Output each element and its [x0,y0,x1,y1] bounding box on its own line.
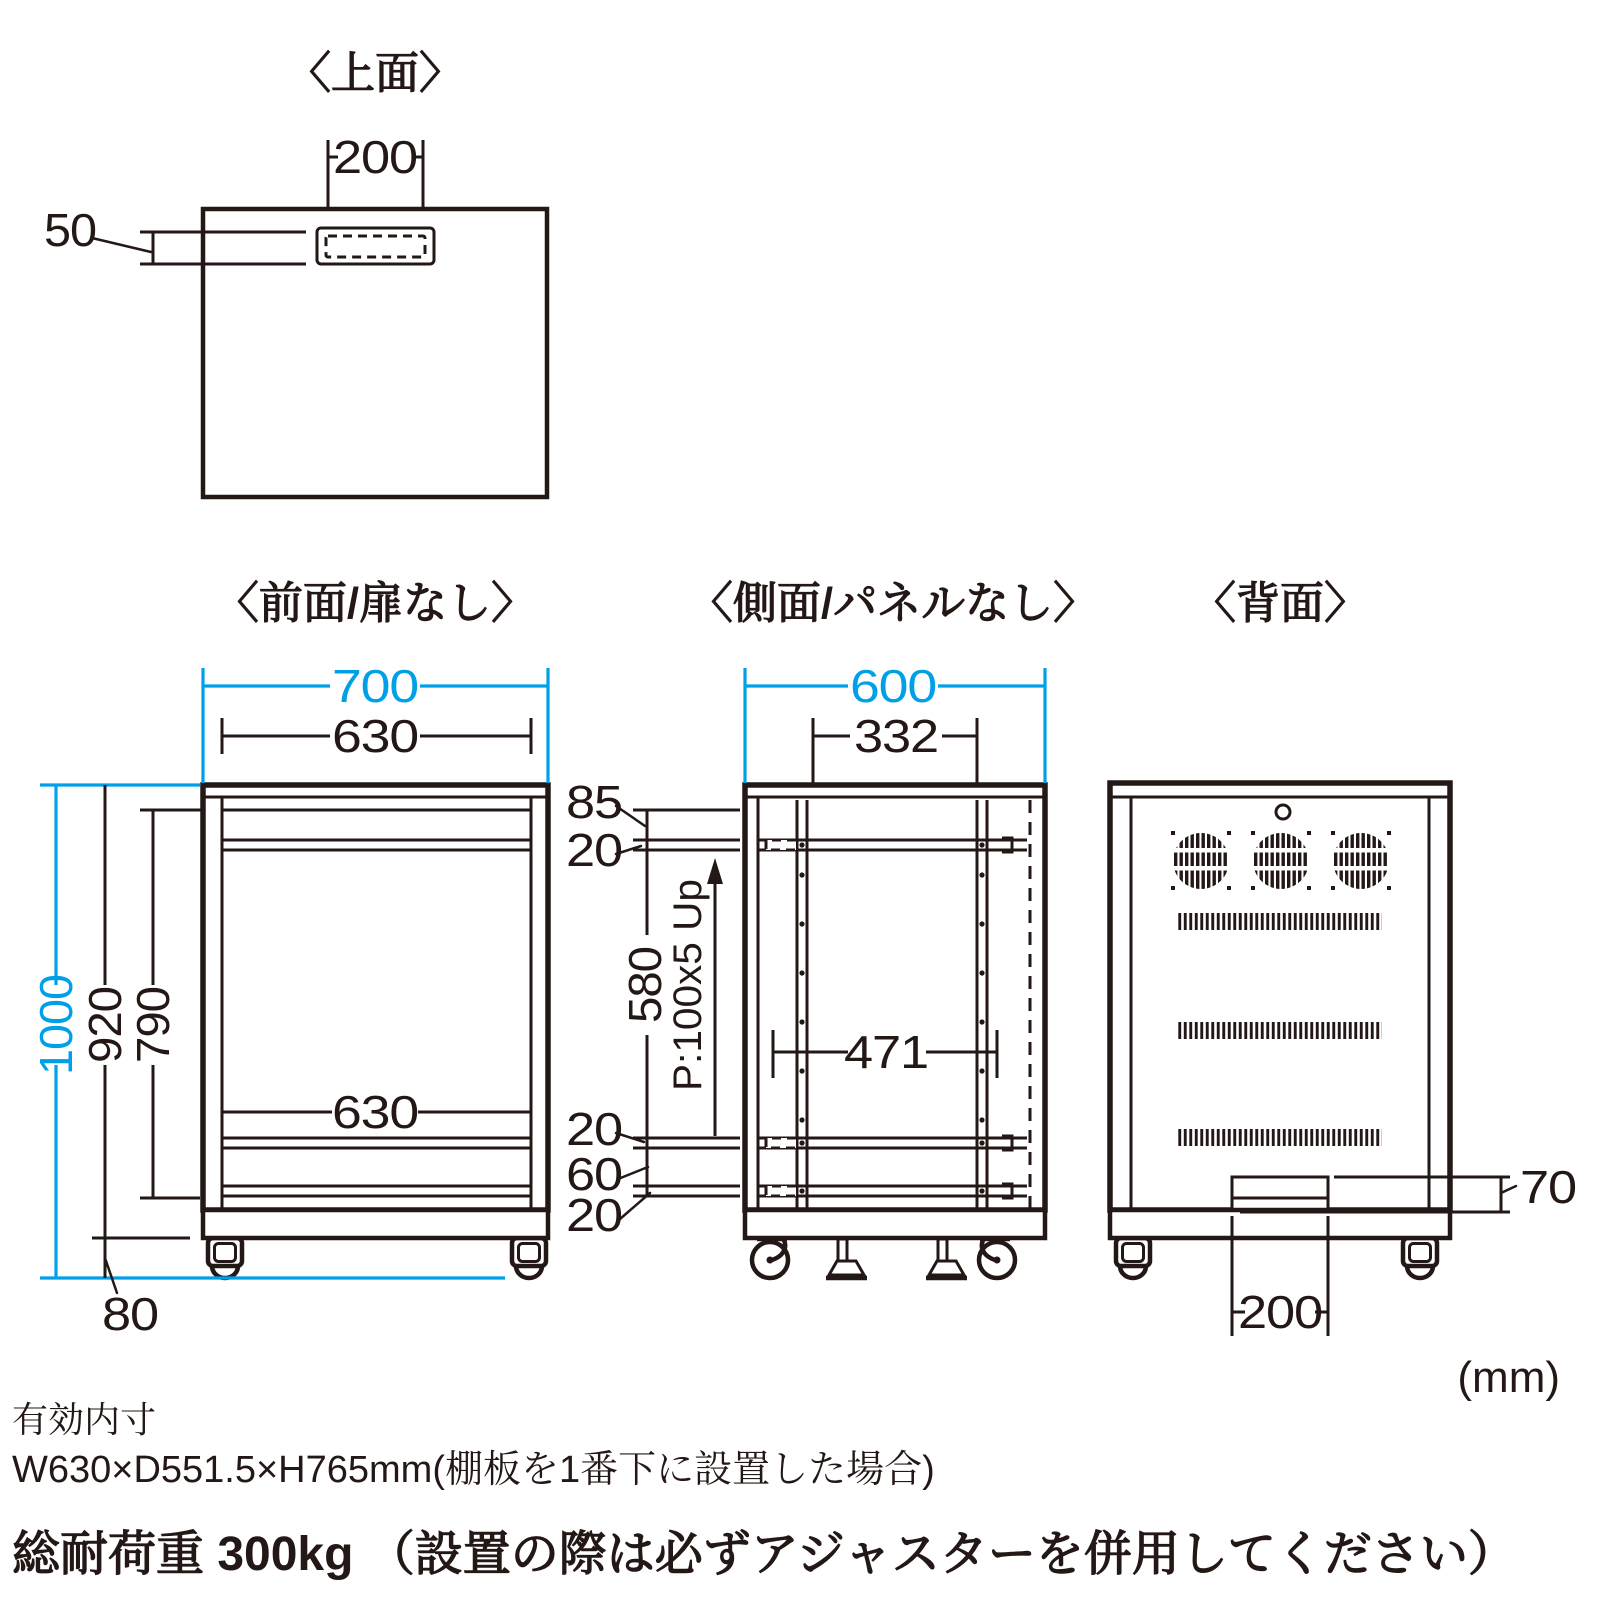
dim-side-top-opening-label: 332 [854,710,938,762]
dim-front-inner-width-top [222,710,531,762]
unit-label: (mm) [1457,1353,1560,1402]
rear-caster-right [1403,1238,1437,1278]
rear-cable-slot [1232,1177,1328,1210]
load-capacity-note: 総耐荷重 300kg （設置の際は必ずアジャスターを併用してください） [12,1528,1516,1581]
side-adjuster-left [826,1239,867,1278]
dim-rear-slot-width-label: 200 [1238,1286,1322,1338]
side-caster-right [979,1239,1015,1278]
dim-side-inner-depth-label: 471 [844,1026,928,1078]
front-caster-left [208,1238,242,1278]
dim-top-slot-width-label: 200 [333,131,417,183]
dim-side-rail-top-label: 20 [566,824,622,876]
rear-view-title: 〈背面〉 [1192,579,1368,628]
pitch-arrow-head [707,858,723,884]
front-view-title: 〈前面/扉なし〉 [214,579,536,628]
dim-side-rail-bottom-label: 20 [566,1103,622,1155]
dim-front-caster-height [102,1258,158,1340]
rear-caster-left [1116,1238,1150,1278]
dim-side-bottom-clearance-label: 60 [566,1148,622,1200]
dim-side-bottom-panel-label: 20 [566,1189,622,1241]
dim-front-inner-width-bottom-label: 630 [332,1086,418,1138]
dim-side-pitch-label: P:100x5 Up [666,881,710,1091]
dim-front-outer-width-label: 700 [332,660,418,712]
rear-base [1110,1210,1450,1238]
side-caster-left [752,1239,788,1278]
effective-inner-title: 有効内寸 [12,1399,157,1440]
dim-rear-slot-height-label: 70 [1520,1161,1576,1213]
effective-inner-dims: W630×D551.5×H765mm(棚板を1番下に設置した場合) [12,1449,935,1491]
top-view-title: 〈上面〉 [287,49,463,98]
dim-front-overall-height-label: 1000 [30,976,82,1075]
dim-top-slot-width [328,131,423,209]
footer-notes [12,1353,1560,1581]
side-adjuster-right [926,1239,967,1278]
dim-front-caster-height-label: 80 [102,1288,158,1340]
dim-side-rail-span-label: 580 [619,949,671,1023]
dim-top-slot-depth-label: 50 [44,204,96,256]
side-base [745,1210,1045,1238]
dim-side-top-opening [813,710,977,783]
dim-side-top-clearance-label: 85 [566,776,622,828]
dim-front-body-height-label: 920 [79,989,131,1063]
side-view-title: 〈側面/パネルなし〉 [688,579,1098,628]
dim-front-inner-height-label: 790 [127,989,179,1063]
dim-side-outer-depth-label: 600 [850,660,936,712]
side-view [566,579,1097,1278]
dim-front-inner-width-top-label: 630 [332,710,418,762]
top-view [44,49,547,497]
top-cable-slot [317,228,434,264]
rear-view [1110,579,1576,1338]
front-view [30,579,548,1340]
dim-side-stack [566,776,740,1241]
front-caster-right [512,1238,546,1278]
front-base [203,1210,548,1238]
